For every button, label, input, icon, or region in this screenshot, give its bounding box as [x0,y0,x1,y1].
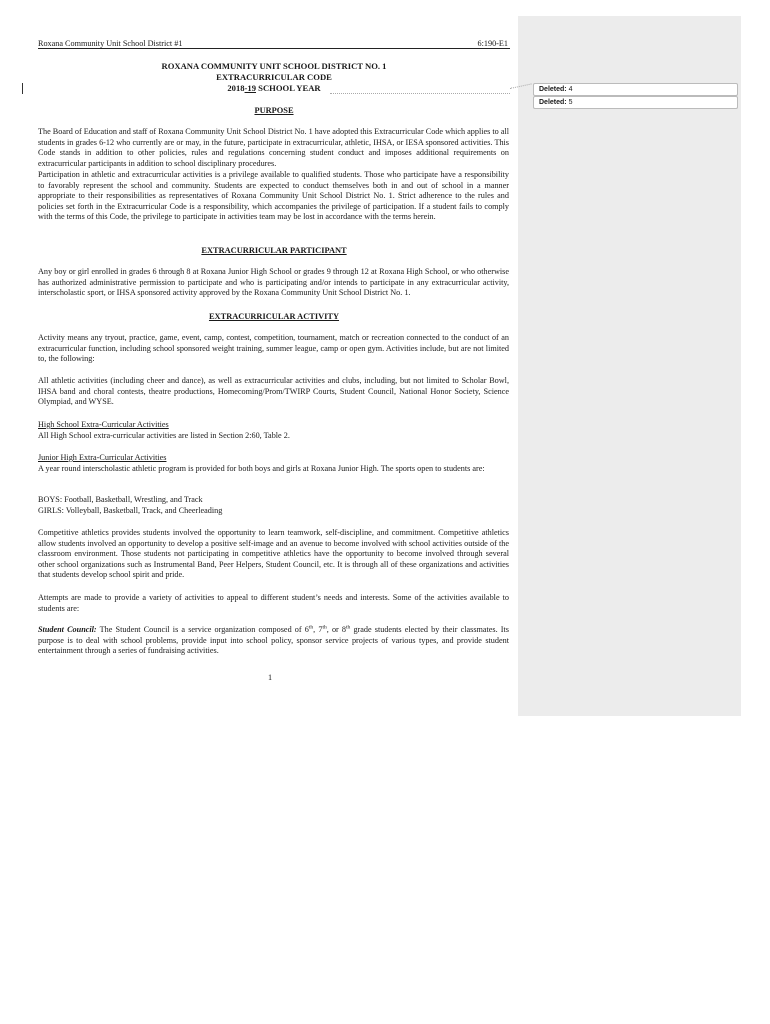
jh-activities-heading: Junior High Extra-Curricular Activities [38,453,167,462]
council-text-c: , or 8 [326,625,347,634]
girls-sports: GIRLS: Volleyball, Basketball, Track, and Cheerleading [38,506,223,515]
hs-activities-text: All High School extra-curricular activities are listed in Section 2:60, Table 2. [38,431,290,440]
activity-heading: EXTRACURRICULAR ACTIVITY [208,312,340,321]
title-year-edit[interactable]: -19 [244,83,257,93]
header-district: Roxana Community Unit School District #1 [38,39,183,48]
sup-th: th [322,624,327,631]
comment-deleted-2[interactable] [533,96,738,109]
competitive-athletics-paragraph: Competitive athletics provides students involved the opportunity to learn teamwork, self-discipline, and commitment. Competitive athletics allow students involved an opportunity to develop a positive self-image and an avenue to become involved with school activities outside of the classroom environment. Those students not participating in competitive athletics have the opportunity to become involved through several other school organizations such as Instrumental Band, Peer Helpers, Student Council, etc. It is through all of these organizations and activities that students develop school spirit and pride. [38,528,509,580]
comment-label: Deleted: [539,86,567,93]
page-number: 1 [268,673,273,682]
purpose-paragraph-1: The Board of Education and staff of Roxana Community Unit School District No. 1 have adopted this Extracurricular Code which applies to all students in grades 6-12 who currently are or may, in the future, participate in extracurricular, athletic, IHSA, or IESA sponsored activities. This Code stands in addition to other policies, rules and regulations concerning student conduct and imposes additional requirements on extracurricular participants in addition to school disciplinary procedures. [38,127,509,168]
participant-heading: EXTRACURRICULAR PARTICIPANT [201,246,347,255]
text-cursor [22,83,23,94]
comment-value: 4 [568,86,573,93]
student-council-label: Student Council: [38,625,97,634]
activity-paragraph-1: Activity means any tryout, practice, game, event, camp, contest, competition, tournament, match or recreation connected to the conduct of an extracurricular function, including school sponsored weight training, summer league, camp or open gym. Activities include, but are not limited to, the following: [38,333,509,364]
council-text-a: The Student Council is a service organization composed of 6 [96,625,309,634]
running-header [38,39,508,48]
title-year-start: 2018 [227,83,245,93]
doc-title-line2: EXTRACURRICULAR CODE [216,72,332,82]
comment-deleted-1[interactable] [533,83,738,96]
boys-sports: BOYS: Football, Basketball, Wrestling, and Track [38,495,203,504]
student-council-paragraph [38,625,509,657]
activity-paragraph-2: All athletic activities (including cheer and dance), as well as extracurricular activities and clubs, including, but not limited to Scholar Bowl, IHSA band and choral contests, theatre productions, Homecoming/Prom/TWIRP Courts, Student Council, National Honor Society, Science Olympiad, and WYSE. [38,376,509,407]
comment-leader-line [330,93,510,94]
council-text-d: grade students elected by their classmates. Its purpose is to deal with school problems, provide input into school policy, sponsor service projects of various types, and provide student entertainment through a series of fundraising activities. [38,625,509,656]
doc-title-line1: ROXANA COMMUNITY UNIT SCHOOL DISTRICT NO. 1 [161,61,387,71]
sup-th: th [346,624,351,631]
jh-activities-text: A year round interscholastic athletic program is provided for both boys and girls at Roxana Junior High. The sports open to students are: [38,464,485,473]
comment-label: Deleted: [539,99,567,106]
comment-value: 5 [568,99,573,106]
hs-activities-heading: High School Extra-Curricular Activities [38,420,169,429]
purpose-heading: PURPOSE [254,106,294,115]
header-rule [38,48,510,49]
header-policy-number: 6:190-E1 [477,39,508,48]
purpose-paragraph-2: Participation in athletic and extracurricular activities is a privilege available to qualified students. Those who participate have a responsibility to favorably represent the school and community. Students are expected to conduct themselves both in and out of school in a manner appropriate to their responsibilities as representatives of Roxana Community Unit School District No. 1. Strict adherence to the rules and policies set forth in the Extracurricular Code is a responsibility, which accompanies the privilege of participation. If a student fails to comply with the terms of this Code, the privilege to participate in activities team may be lost in accordance with the terms herein. [38,170,509,222]
attempts-paragraph: Attempts are made to provide a variety of activities to appeal to different student’s needs and interests. Some of the activities available to students are: [38,593,509,613]
council-text-b: , 7 [313,625,323,634]
sup-th: th [308,624,314,631]
comments-margin [518,16,741,716]
participant-paragraph: Any boy or girl enrolled in grades 6 through 8 at Roxana Junior High School or grades 9 through 12 at Roxana High School, or who otherwise has authorized administrative permission to participate and who is participating and/or intends to participate in any extracurricular activity, interscholastic sport, or IHSA sponsored activity approved by the Roxana Community Unit School District No. 1. [38,267,509,298]
title-year-rest: SCHOOL YEAR [256,83,321,93]
